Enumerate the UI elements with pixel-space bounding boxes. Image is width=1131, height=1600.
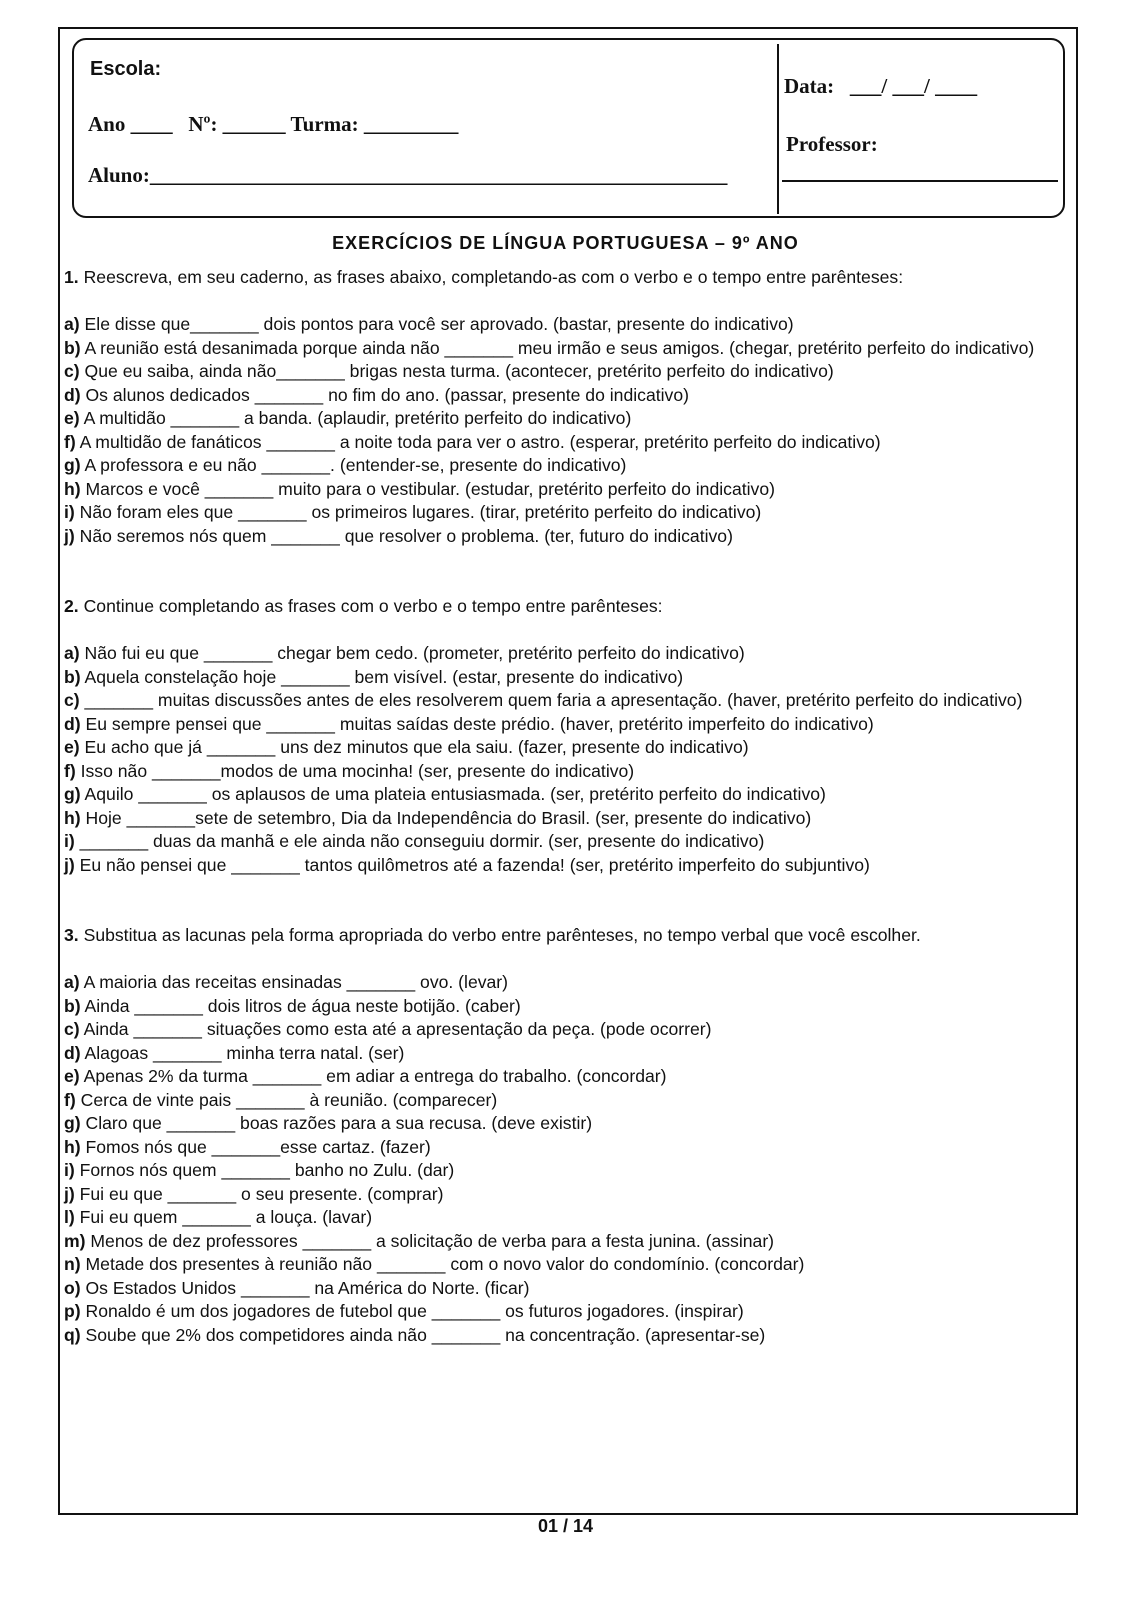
list-item <box>64 1277 1070 1301</box>
item-letter: c) <box>64 1019 80 1039</box>
aluno-row: Aluno:_______________________________________________________ <box>88 163 728 187</box>
item-text: Que eu saiba, ainda não_______ brigas nesta turma. (acontecer, pretérito perfeito do indicativo) <box>84 361 834 381</box>
exercise-content <box>64 266 1070 1347</box>
item-text: Menos de dez professores _______ a solicitação de verba para a festa junina. (assinar) <box>90 1230 775 1251</box>
item-text: Os Estados Unidos _______ na América do Norte. (ficar) <box>85 1277 530 1298</box>
item-letter: i) <box>64 502 75 522</box>
item-letter: c) <box>64 361 80 381</box>
item-letter: b) <box>64 337 81 358</box>
item-text: Fomos nós que _______esse cartaz. (fazer) <box>85 1136 431 1157</box>
item-text: A reunião está desanimada porque ainda não _______ meu irmão e seus amigos. (chegar, pretérito perfeito do indicativo) <box>84 337 1035 358</box>
question-2 <box>64 595 1070 619</box>
item-letter: h) <box>64 807 81 828</box>
item-text: Hoje _______sete de setembro, Dia da Independência do Brasil. (ser, presente do indicativo) <box>85 807 812 828</box>
item-text: A maioria das receitas ensinadas _______ ovo. (levar) <box>83 972 509 992</box>
item-text: Fui eu que _______ o seu presente. (comprar) <box>79 1183 444 1204</box>
professor-line <box>782 180 1058 182</box>
data-row: Data: ___/ ___/ ____ <box>784 74 978 98</box>
question-number: 2. <box>64 596 79 616</box>
list-item <box>64 431 1070 455</box>
ano-numero-turma-row: Ano ____ Nº: ______ Turma: _________ <box>88 112 459 136</box>
item-letter: j) <box>64 854 75 875</box>
list-item <box>64 384 1070 408</box>
item-text: Ronaldo é um dos jogadores de futebol que _______ os futuros jogadores. (inspirar) <box>85 1301 744 1321</box>
list-item <box>64 454 1070 478</box>
item-text: Metade dos presentes à reunião não _______ com o novo valor do condomínio. (concordar) <box>85 1254 805 1274</box>
list-item <box>64 501 1070 525</box>
list-item <box>64 995 1070 1019</box>
item-text: _______ muitas discussões antes de eles resolverem quem faria a apresentação. (haver, pretérito perfeito do indicativo) <box>84 690 1023 710</box>
list-item <box>64 1018 1070 1042</box>
item-text: Não fui eu que _______ chegar bem cedo. (prometer, pretérito perfeito do indicativo) <box>84 643 745 663</box>
list-item <box>64 407 1070 431</box>
item-text: Eu acho que já _______ uns dez minutos que ela saiu. (fazer, presente do indicativo) <box>84 737 749 757</box>
list-item <box>64 1042 1070 1066</box>
item-text: Cerca de vinte pais _______ à reunião. (comparecer) <box>80 1089 498 1110</box>
list-item <box>64 1183 1070 1207</box>
question-number: 3. <box>64 925 79 945</box>
list-item <box>64 1112 1070 1136</box>
item-text: Os alunos dedicados _______ no fim do ano. (passar, presente do indicativo) <box>85 384 689 405</box>
item-letter: m) <box>64 1230 86 1251</box>
item-text: Marcos e você _______ muito para o vestibular. (estudar, pretérito perfeito do indicativo) <box>85 478 775 499</box>
question-prompt: Reescreva, em seu caderno, as frases abaixo, completando-as com o verbo e o tempo entre parênteses: <box>83 267 904 287</box>
list-item <box>64 807 1070 831</box>
item-letter: j) <box>64 1183 75 1204</box>
list-item <box>64 830 1070 854</box>
escola-label: Escola: <box>90 58 162 80</box>
item-letter: l) <box>64 1207 75 1227</box>
list-item <box>64 971 1070 995</box>
list-item <box>64 1089 1070 1113</box>
list-item <box>64 1136 1070 1160</box>
item-letter: e) <box>64 1066 80 1086</box>
item-text: Claro que _______ boas razões para a sua recusa. (deve existir) <box>85 1113 593 1133</box>
list-item <box>64 1253 1070 1277</box>
item-letter: q) <box>64 1324 81 1345</box>
item-letter: f) <box>64 1089 76 1110</box>
item-text: _______ duas da manhã e ele ainda não conseguiu dormir. (ser, presente do indicativo) <box>79 831 765 851</box>
item-letter: j) <box>64 525 75 546</box>
item-text: A professora e eu não _______. (entender-se, presente do indicativo) <box>84 455 627 475</box>
item-letter: n) <box>64 1254 81 1274</box>
item-letter: e) <box>64 408 80 428</box>
item-letter: i) <box>64 831 75 851</box>
item-letter: h) <box>64 1136 81 1157</box>
item-letter: a) <box>64 972 80 992</box>
list-item <box>64 525 1070 549</box>
professor-label: Professor: <box>786 132 878 156</box>
header-divider <box>777 44 779 214</box>
question-prompt: Substitua as lacunas pela forma apropriada do verbo entre parênteses, no tempo verbal que você escolher. <box>83 925 921 945</box>
item-letter: b) <box>64 666 81 687</box>
item-text: Ainda _______ dois litros de água neste botijão. (caber) <box>84 995 521 1016</box>
item-letter: g) <box>64 455 81 475</box>
item-text: Ele disse que_______ dois pontos para você ser aprovado. (bastar, presente do indicativo) <box>84 314 794 334</box>
item-letter: d) <box>64 384 81 405</box>
list-item <box>64 689 1070 713</box>
list-item <box>64 1206 1070 1230</box>
item-text: Fui eu quem _______ a louça. (lavar) <box>79 1207 373 1227</box>
item-letter: f) <box>64 431 76 452</box>
question-3 <box>64 924 1070 948</box>
list-item <box>64 713 1070 737</box>
list-item <box>64 642 1070 666</box>
item-text: Alagoas _______ minha terra natal. (ser) <box>84 1042 405 1063</box>
item-letter: g) <box>64 1113 81 1133</box>
list-item <box>64 666 1070 690</box>
list-item <box>64 478 1070 502</box>
item-letter: f) <box>64 760 76 781</box>
page-title: EXERCÍCIOS DE LÍNGUA PORTUGUESA – 9º ANO <box>332 233 799 253</box>
list-item <box>64 736 1070 760</box>
question-prompt: Continue completando as frases com o verbo e o tempo entre parênteses: <box>83 596 663 616</box>
item-text: Eu sempre pensei que _______ muitas saídas deste prédio. (haver, pretérito imperfeito do indicativo) <box>85 713 874 734</box>
item-text: Não seremos nós quem _______ que resolver o problema. (ter, futuro do indicativo) <box>79 525 733 546</box>
question-1 <box>64 266 1070 290</box>
item-text: Fornos nós quem _______ banho no Zulu. (dar) <box>79 1160 455 1180</box>
list-item <box>64 337 1070 361</box>
list-item <box>64 760 1070 784</box>
list-item <box>64 360 1070 384</box>
item-letter: e) <box>64 737 80 757</box>
item-text: Não foram eles que _______ os primeiros lugares. (tirar, pretérito perfeito do indicativo) <box>79 502 762 522</box>
list-item <box>64 313 1070 337</box>
item-text: Soube que 2% dos competidores ainda não _______ na concentração. (apresentar-se) <box>85 1324 766 1345</box>
list-item <box>64 1230 1070 1254</box>
page-number: 01 / 14 <box>537 1516 594 1536</box>
item-letter: b) <box>64 995 81 1016</box>
item-letter: i) <box>64 1160 75 1180</box>
item-text: Eu não pensei que _______ tantos quilômetros até a fazenda! (ser, pretérito imperfeito do subjuntivo) <box>79 854 870 875</box>
item-text: Apenas 2% da turma _______ em adiar a entrega do trabalho. (concordar) <box>83 1066 667 1086</box>
item-letter: a) <box>64 643 80 663</box>
item-letter: d) <box>64 1042 81 1063</box>
item-letter: c) <box>64 690 80 710</box>
item-letter: h) <box>64 478 81 499</box>
item-text: Ainda _______ situações como esta até a apresentação da peça. (pode ocorrer) <box>83 1019 712 1039</box>
list-item <box>64 783 1070 807</box>
item-text: Aquela constelação hoje _______ bem visível. (estar, presente do indicativo) <box>84 666 684 687</box>
item-letter: a) <box>64 314 80 334</box>
question-number: 1. <box>64 267 79 287</box>
list-item <box>64 1159 1070 1183</box>
item-letter: g) <box>64 784 81 804</box>
list-item <box>64 1300 1070 1324</box>
item-letter: p) <box>64 1301 81 1321</box>
item-letter: d) <box>64 713 81 734</box>
item-letter: o) <box>64 1277 81 1298</box>
item-text: A multidão _______ a banda. (aplaudir, pretérito perfeito do indicativo) <box>83 408 632 428</box>
item-text: Isso não _______modos de uma mocinha! (ser, presente do indicativo) <box>80 760 635 781</box>
item-text: A multidão de fanáticos _______ a noite toda para ver o astro. (esperar, pretérito perfeito do indicativo) <box>79 431 881 452</box>
item-text: Aquilo _______ os aplausos de uma plateia entusiasmada. (ser, pretérito perfeito do indicativo) <box>84 784 826 804</box>
list-item <box>64 1324 1070 1348</box>
list-item <box>64 854 1070 878</box>
list-item <box>64 1065 1070 1089</box>
